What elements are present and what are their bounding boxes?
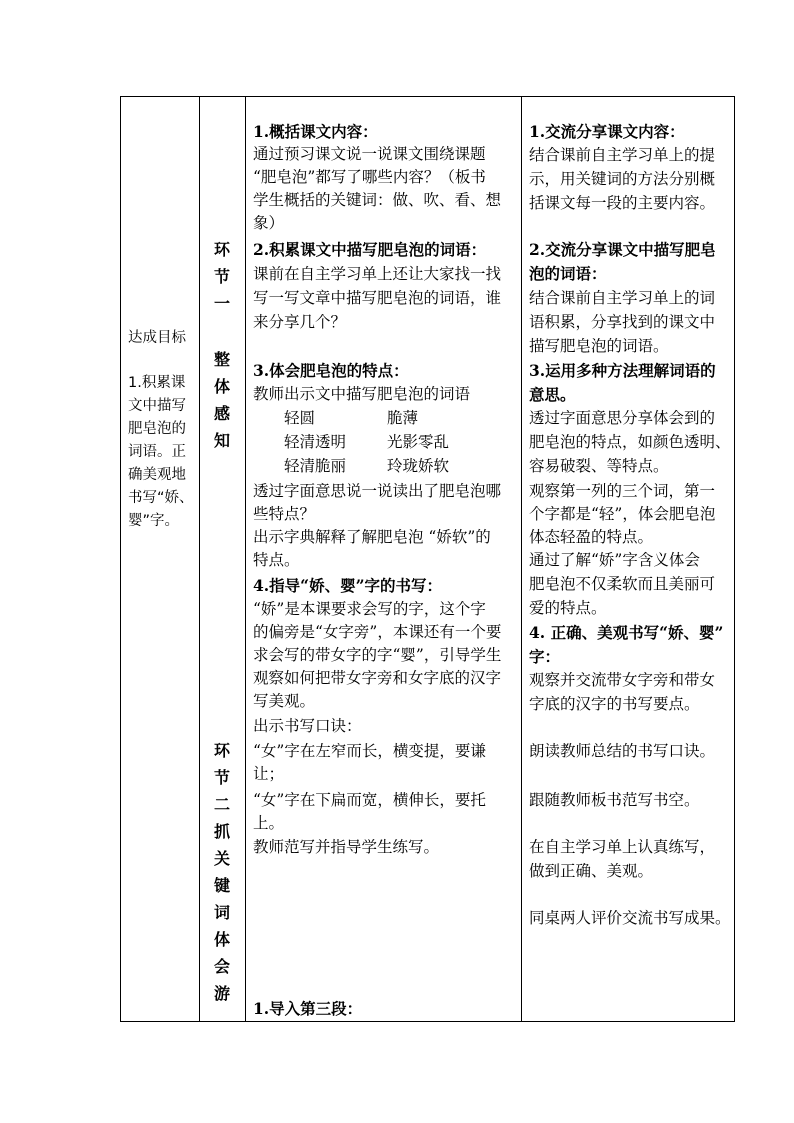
student-line: 同桌两人评价交流书写成果。 [529,909,731,927]
student-line: 容易破裂、等特点。 [529,457,669,475]
student-line: 括课文每一段的主要内容。 [529,194,716,212]
teacher-line: 上。 [253,814,285,832]
stage1-char: 节 [213,267,230,286]
goal-line: 1.积累课 [128,375,186,391]
goal-line: 文中描写 [128,398,186,414]
student-heading: 1.交流分享课文内容： [529,122,685,141]
stage2-char: 键 [213,876,230,895]
stage2-char: 抓 [213,822,230,841]
student-line: 体态轻盈的特点。 [529,528,654,546]
teacher-line: 观察如何把带女字旁和女字底的汉字 [253,669,502,687]
stage1-char: 知 [213,431,230,450]
stage2-char: 体 [213,930,230,949]
student-column [521,97,735,1021]
teacher-line: 求会写的带女字的字“婴”，引导学生 [253,646,502,664]
student-line: 观察并交流带女字旁和带女 [529,671,716,689]
teacher-line: 来分享几个？ [253,313,347,331]
student-heading: 2.交流分享课文中描写肥皂 [529,240,716,259]
student-line: 个字都是“轻”，体会肥皂泡 [529,505,716,523]
teacher-line: 象） [253,214,285,232]
student-line: 语积累，分享找到的课文中 [529,313,716,331]
goal-line: 肥皂泡的 [128,421,186,437]
teacher-line: 课前在自主学习单上还让大家找一找 [253,265,502,283]
stage2-char: 二 [213,795,230,814]
word-item: 轻清脆丽 [284,457,347,475]
word-item: 轻清透明 [284,433,347,451]
teacher-line: “女”字在左窄而长，横变提，要谦 [253,742,486,760]
teacher-line: 通过预习课文说一说课文围绕课题 [253,145,486,163]
teacher-line: 的偏旁是“女字旁”，本课还有一个要 [253,623,502,641]
teacher-heading: 1.概括课文内容： [253,122,378,141]
student-line: 结合课前自主学习单上的词 [529,289,716,307]
goal-line: 书写“娇、 [128,490,194,506]
student-heading: 意思。 [529,385,576,404]
student-line: 观察第一列的三个词，第一 [529,482,716,500]
goal-column [121,97,199,1021]
student-line: 跟随教师板书范写书空。 [529,791,700,809]
student-line: 爱的特点。 [529,599,607,617]
student-heading: 3.运用多种方法理解词语的 [529,361,716,380]
student-heading: 泡的词语： [529,264,607,283]
teacher-column [245,97,521,1021]
student-line: 示，用关键词的方法分别概 [529,170,716,188]
student-line: 在自主学习单上认真练写， [529,838,716,856]
teacher-line: 出示字典解释了解肥皂泡 “娇软”的 [253,528,491,546]
teacher-line: 写美观。 [253,692,316,710]
stage1-char: 环 [213,240,230,259]
teacher-heading: 4.指导“娇、婴”字的书写： [253,576,443,595]
student-line: 肥皂泡的特点，如颜色透明、 [529,433,731,451]
stage1-char: 一 [213,294,230,313]
word-item: 玲珑娇软 [387,457,450,475]
teacher-heading: 2.积累课文中描写肥皂泡的词语： [253,240,487,259]
word-item: 脆薄 [387,409,419,427]
word-item: 轻圆 [284,409,316,427]
goal-title: 达成目标 [128,330,186,346]
lesson-plan-table [120,96,735,1022]
word-item: 光影零乱 [387,433,450,451]
teacher-line: 出示书写口诀： [253,717,362,735]
student-line: 肥皂泡不仅柔软而且美丽可 [529,575,716,593]
teacher-heading: 3.体会肥皂泡的特点： [253,361,409,380]
student-line: 透过字面意思分享体会到的 [529,409,716,427]
stage2-char: 词 [213,903,230,922]
goal-line: 婴”字。 [128,513,180,529]
teacher-line: “娇”是本课要求会写的字，这个字 [253,600,486,618]
goal-line: 词语。正 [128,444,186,460]
teacher-line: 让； [253,765,285,783]
teacher-line: 透过字面意思说一说读出了肥皂泡哪 [253,482,502,500]
student-line: 通过了解“娇”字含义体会 [529,551,700,569]
stage1-char: 体 [213,377,230,396]
stage1-char: 感 [213,404,230,423]
teacher-line: 教师范写并指导学生练写。 [253,838,440,856]
stage2-char: 游 [213,984,230,1003]
teacher-heading: 1.导入第三段： [253,999,363,1018]
teacher-line: 学生概括的关键词：做、吹、看、想 [253,191,502,209]
student-line: 字底的汉字的书写要点。 [529,695,700,713]
stage2-char: 关 [213,849,230,868]
stage-column [199,97,245,1021]
student-line: 朗读教师总结的书写口诀。 [529,742,716,760]
teacher-line: 教师出示文中描写肥皂泡的词语 [253,385,471,403]
goal-line: 确美观地 [128,467,186,483]
teacher-line: 特点。 [253,551,300,569]
teacher-line: 写一写文章中描写肥皂泡的词语，谁 [253,289,502,307]
stage2-char: 节 [213,768,230,787]
stage2-char: 环 [213,741,230,760]
stage2-char: 会 [213,957,230,976]
teacher-line: “肥皂泡”都写了哪些内容？（板书 [253,168,486,186]
teacher-line: 些特点？ [253,505,316,523]
teacher-line: “女”字在下扁而宽，横伸长，要托 [253,791,486,809]
student-line: 做到正确、美观。 [529,862,654,880]
student-heading: 4. 正确、美观书写“娇、婴” [529,623,724,642]
stage1-char: 整 [213,350,230,369]
student-heading: 字： [529,647,561,666]
student-line: 结合课前自主学习单上的提 [529,146,716,164]
student-line: 描写肥皂泡的词语。 [529,337,669,355]
